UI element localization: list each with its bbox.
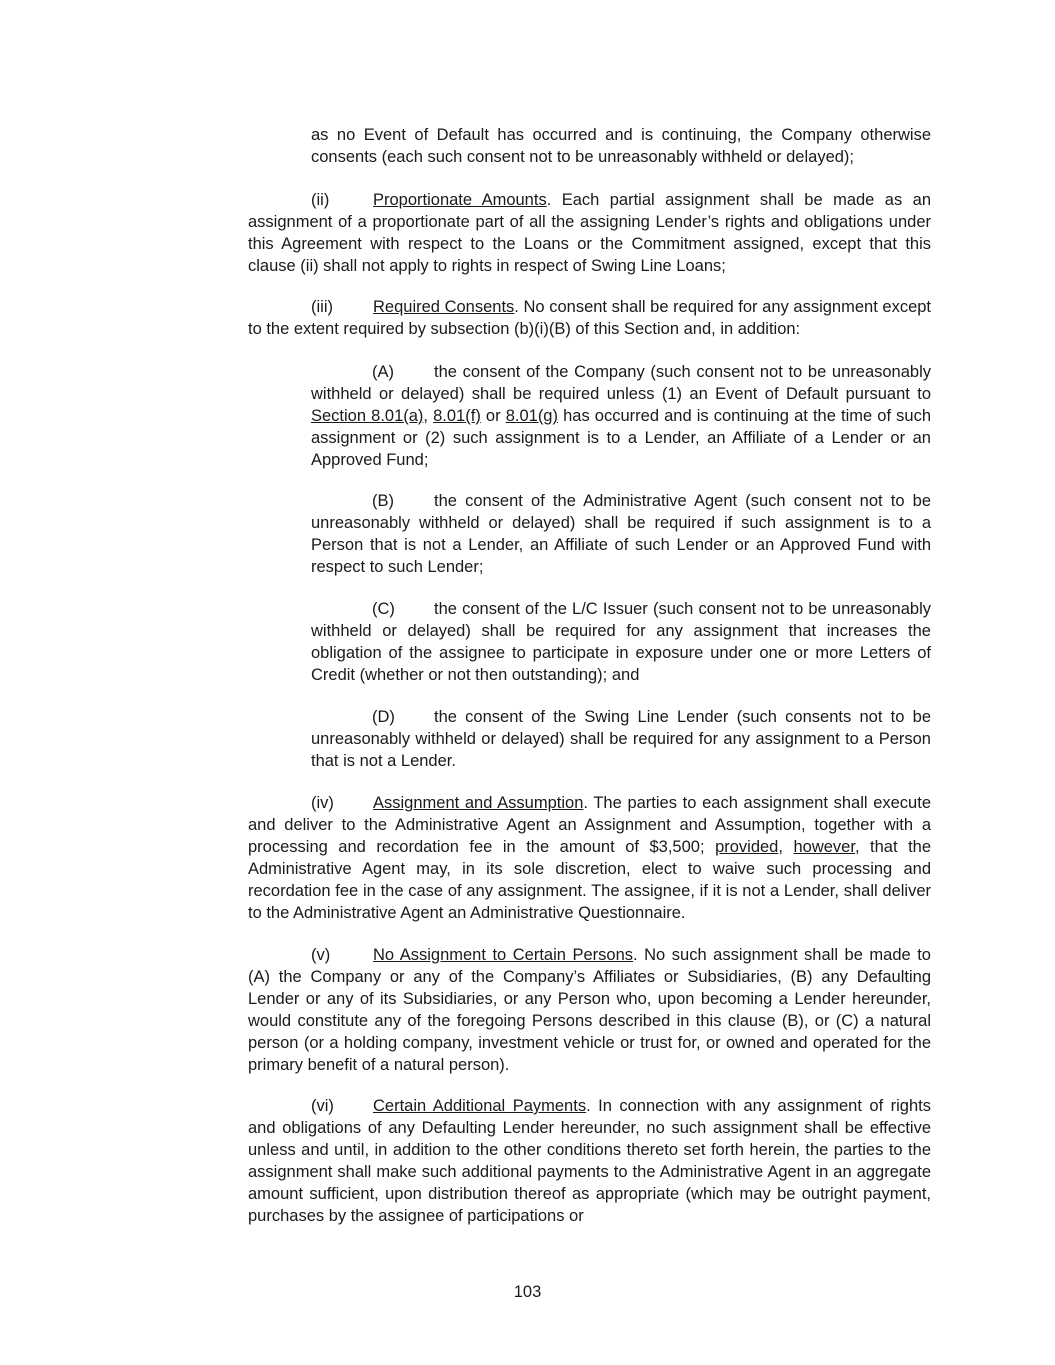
clause-iv-heading: Assignment and Assumption (373, 794, 584, 812)
clause-B-label: (B) (372, 492, 394, 510)
clause-C-paragraph (311, 598, 931, 686)
clause-iii-heading: Required Consents (373, 298, 515, 316)
clause-C-label: (C) (372, 600, 395, 618)
clause-vi-label: (vi) (311, 1097, 334, 1115)
clause-D-label: (D) (372, 708, 395, 726)
clause-ii-heading: Proportionate Amounts (373, 191, 547, 209)
clause-v-label: (v) (311, 946, 331, 964)
clause-iv-label: (iv) (311, 794, 334, 812)
section-ref-8-01-f: 8.01(f) (433, 407, 481, 425)
however-term: however (793, 838, 855, 856)
clause-ii-text: . Each partial assignment shall be made as an assignment of a proportionate part of all the assigning Lender’s rights and obligations under this Agreement with respect to the Loans or the Commitment assigned, except that this clause (ii) shall not apply to rights in respect of Swing Line Loans; (248, 191, 931, 275)
clause-v-text: . No such assignment shall be made to (A) the Company or any of the Company’s Affiliates or Subsidiaries, (B) any Defaulting Lender or any of its Subsidiaries, or any Person who, upon becoming a Lender hereunder, would constitute any of the foregoing Persons described in this clause (B), or (C) a natural person (or a holding company, investment vehicle or trust for, or owned and operated for the primary benefit of a natural person). (248, 946, 931, 1074)
clause-D-text: the consent of the Swing Line Lender (such consents not to be unreasonably withheld or delayed) shall be required for any assignment to a Person that is not a Lender. (311, 708, 931, 770)
provided-term: provided (715, 838, 779, 856)
clause-B-paragraph (311, 490, 931, 578)
clause-B-text: the consent of the Administrative Agent (such consent not to be unreasonably withheld or delayed) shall be required if such assignment is to a Person that is not a Lender, an Affiliate of such Lender or an Approved Fund with respect to such Lender; (311, 492, 931, 576)
clause-vi-heading: Certain Additional Payments (373, 1097, 587, 1115)
clause-iv-text-1: . The parties to each assignment shall execute and deliver to the Administrative Agent an Assignment and Assumption, together with a processing and recordation fee in the amount of $3,500; (248, 794, 931, 856)
clause-v-paragraph (248, 944, 931, 1076)
clause-A-text-2: has occurred and is continuing at the time of such assignment or (2) such assignment is to a Lender, an Affiliate of a Lender or an Approved Fund; (311, 407, 932, 469)
clause-A-label: (A) (372, 363, 394, 381)
clause-iii-label: (iii) (311, 298, 333, 316)
page-number: 103 (513, 1283, 542, 1301)
clause-ii-label: (ii) (311, 191, 330, 209)
clause-C-text: the consent of the L/C Issuer (such consent not to be unreasonably withheld or delayed) shall be required for any assignment that increases the obligation of the assignee to participate in exposure under one or more Letters of Credit (whether or not then outstanding); and (311, 600, 931, 684)
clause-A-paragraph: (A) the consent of the Company (such consent not to be unreasonably withheld or delayed) shall be required unless (1) an Event of Default pursuant to Section 8.01(a), 8.01(f) or 8.01(g) has occurred and is continuing at the time of such assignment or (2) such assignment is to a Lender, an Affiliate of a Lender or an Approved Fund; (311, 363, 932, 469)
clause-iv-text-2: , that the Administrative Agent may, in its sole discretion, elect to waive such processing and recordation fee in the case of any assignment. The assignee, if it is not a Lender, shall deliver to the Administrative Agent an Administrative Questionnaire. (248, 838, 932, 922)
clause-vi-text: . In connection with any assignment of rights and obligations of any Defaulting Lender hereunder, no such assignment shall be effective unless and until, in addition to the other conditions thereto set forth herein, the parties to the assignment shall make such additional payments to the Administrative Agent in an aggregate amount sufficient, upon distribution thereof as appropriate (which may be outright payment, purchases by the assignee of participations or (248, 1097, 931, 1225)
intro-paragraph: as no Event of Default has occurred and is continuing, the Company otherwise consents (each such consent not to be unreasonably withheld or delayed); (311, 126, 931, 166)
clause-iv-paragraph: (iv) Assignment and Assumption. The parties to each assignment shall execute and deliver to the Administrative Agent an Assignment and Assumption, together with a processing and recordation fee in the amount of $3,500; provided, however, that the Administrative Agent may, in its sole discretion, elect to waive such processing and recordation fee in the case of any assignment. The assignee, if it is not a Lender, shall deliver to the Administrative Agent an Administrative Questionnaire. (248, 794, 932, 922)
clause-iii-paragraph (248, 296, 931, 340)
clause-v-heading: No Assignment to Certain Persons (373, 946, 634, 964)
section-ref-8-01-g: 8.01(g) (505, 407, 558, 425)
clause-ii-paragraph (248, 189, 931, 277)
clause-iii-text: . No consent shall be required for any assignment except to the extent required by subsection (b)(i)(B) of this Section and, in addition: (248, 298, 932, 338)
clause-D-paragraph (311, 706, 931, 772)
clause-A-text-1: the consent of the Company (such consent not to be unreasonably withheld or delayed) shall be required unless (1) an Event of Default pursuant to (311, 363, 931, 403)
clause-vi-paragraph (248, 1095, 931, 1227)
section-ref-8-01-a: Section 8.01(a) (311, 407, 424, 425)
